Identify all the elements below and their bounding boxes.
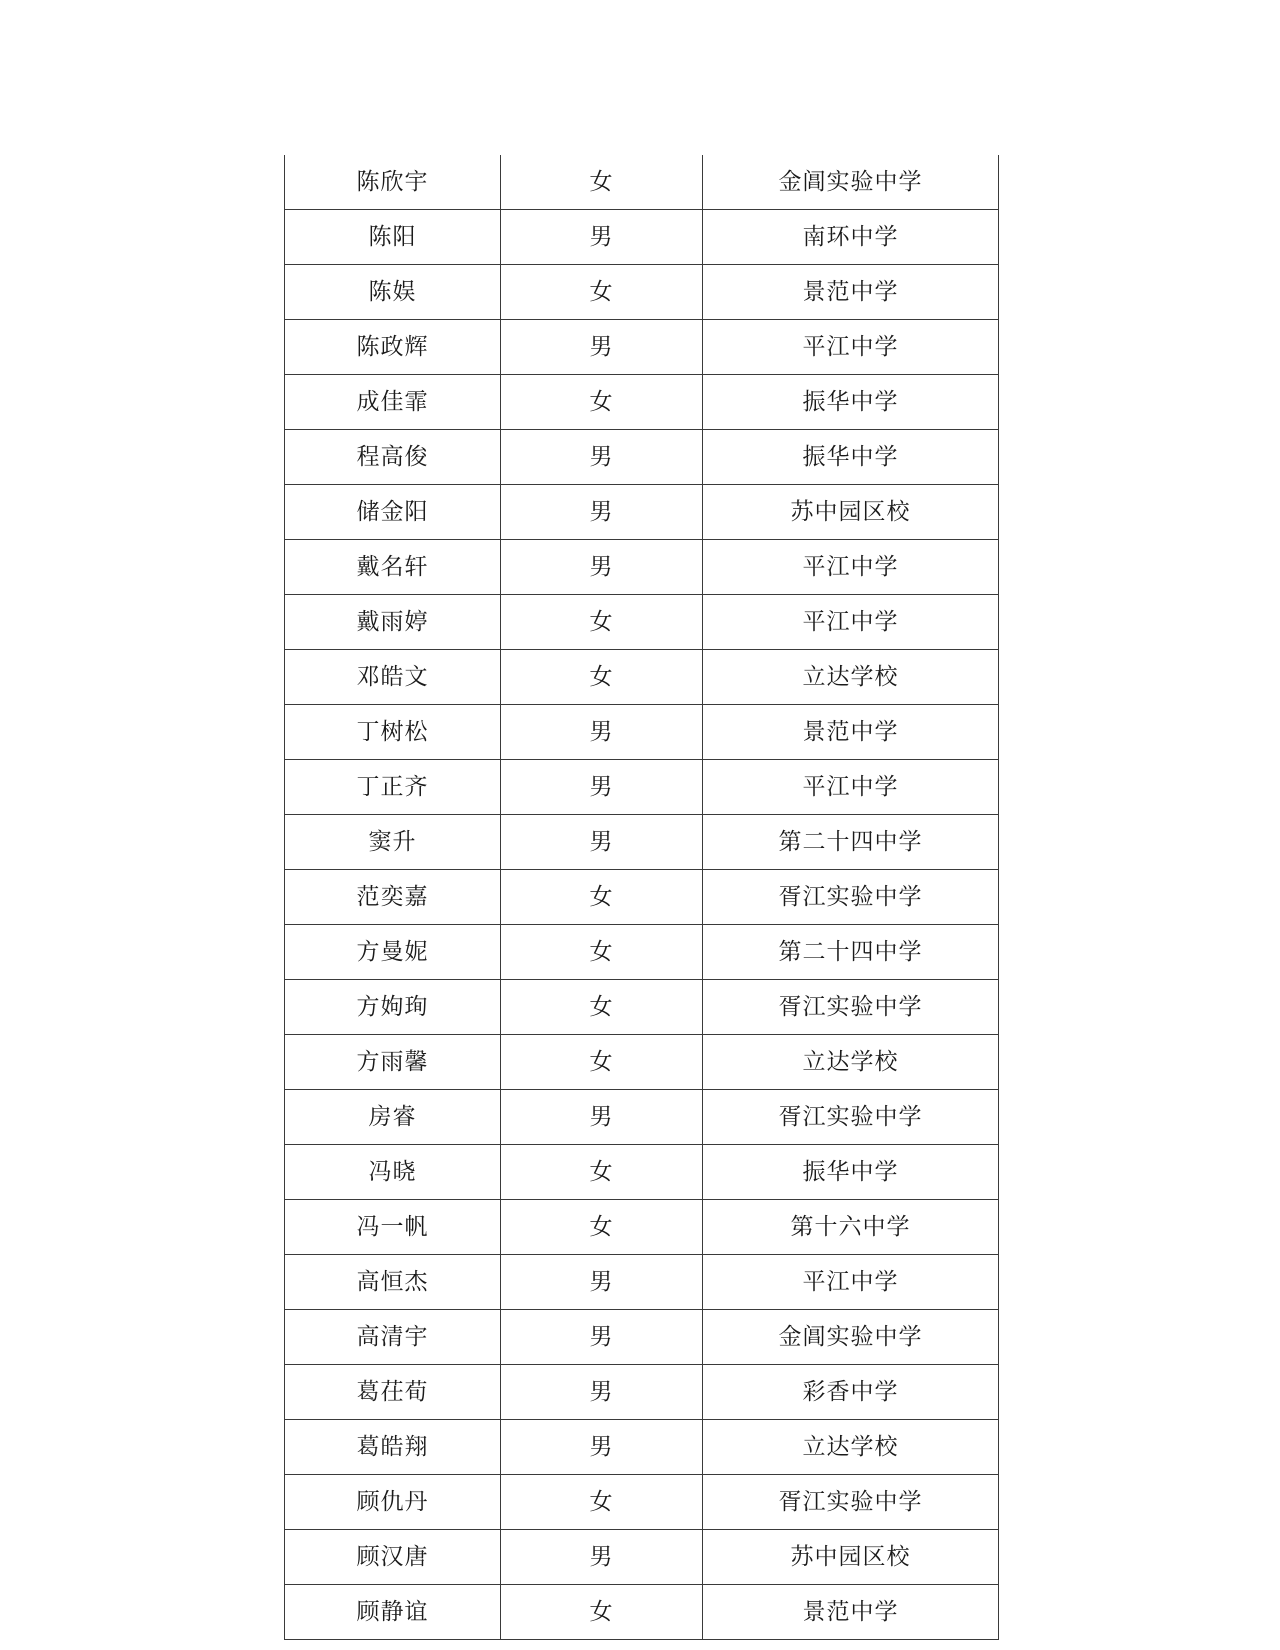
- school-cell: 平江中学: [703, 760, 999, 815]
- name-cell: 房睿: [285, 1090, 501, 1145]
- table-row: [285, 320, 999, 375]
- gender-cell: 女: [501, 1035, 703, 1090]
- name-cell: 高清宇: [285, 1310, 501, 1365]
- name-cell: 高恒杰: [285, 1255, 501, 1310]
- name-cell: 范奕嘉: [285, 870, 501, 925]
- gender-cell: 女: [501, 1200, 703, 1255]
- school-cell: 景范中学: [703, 265, 999, 320]
- gender-cell: 女: [501, 1585, 703, 1640]
- table-row: [285, 1090, 999, 1145]
- gender-cell: 男: [501, 705, 703, 760]
- name-cell: 储金阳: [285, 485, 501, 540]
- school-cell: 景范中学: [703, 1585, 999, 1640]
- gender-cell: 男: [501, 1530, 703, 1585]
- school-cell: 立达学校: [703, 650, 999, 705]
- name-cell: 戴名轩: [285, 540, 501, 595]
- name-cell: 顾仇丹: [285, 1475, 501, 1530]
- gender-cell: 男: [501, 430, 703, 485]
- table-row: [285, 375, 999, 430]
- table-row: [285, 1420, 999, 1475]
- school-cell: 胥江实验中学: [703, 1090, 999, 1145]
- gender-cell: 女: [501, 595, 703, 650]
- table-row: [285, 485, 999, 540]
- school-cell: 苏中园区校: [703, 485, 999, 540]
- gender-cell: 男: [501, 815, 703, 870]
- name-cell: 程高俊: [285, 430, 501, 485]
- gender-cell: 男: [501, 1255, 703, 1310]
- name-cell: 戴雨婷: [285, 595, 501, 650]
- table-row: [285, 760, 999, 815]
- table-row: [285, 1365, 999, 1420]
- name-cell: 邓皓文: [285, 650, 501, 705]
- school-cell: 彩香中学: [703, 1365, 999, 1420]
- gender-cell: 男: [501, 485, 703, 540]
- school-cell: 胥江实验中学: [703, 1475, 999, 1530]
- table-row: [285, 265, 999, 320]
- gender-cell: 女: [501, 375, 703, 430]
- table-row: [285, 540, 999, 595]
- gender-cell: 男: [501, 1090, 703, 1145]
- school-cell: 南环中学: [703, 210, 999, 265]
- name-cell: 方姁珣: [285, 980, 501, 1035]
- name-cell: 冯一帆: [285, 1200, 501, 1255]
- school-cell: 第十六中学: [703, 1200, 999, 1255]
- table-row: [285, 1255, 999, 1310]
- table-row: [285, 705, 999, 760]
- school-cell: 胥江实验中学: [703, 980, 999, 1035]
- table-row: [285, 650, 999, 705]
- school-cell: 胥江实验中学: [703, 870, 999, 925]
- name-cell: 陈政辉: [285, 320, 501, 375]
- gender-cell: 女: [501, 265, 703, 320]
- table-row: [285, 430, 999, 485]
- school-cell: 平江中学: [703, 540, 999, 595]
- gender-cell: 女: [501, 980, 703, 1035]
- school-cell: 平江中学: [703, 320, 999, 375]
- school-cell: 平江中学: [703, 1255, 999, 1310]
- name-cell: 成佳霏: [285, 375, 501, 430]
- school-cell: 振华中学: [703, 375, 999, 430]
- table-row: [285, 595, 999, 650]
- gender-cell: 男: [501, 1420, 703, 1475]
- gender-cell: 女: [501, 1475, 703, 1530]
- gender-cell: 女: [501, 870, 703, 925]
- name-cell: 方雨馨: [285, 1035, 501, 1090]
- student-roster-table: [284, 155, 999, 1640]
- table-row: [285, 1035, 999, 1090]
- table-row: [285, 155, 999, 210]
- name-cell: 葛皓翔: [285, 1420, 501, 1475]
- school-cell: 振华中学: [703, 430, 999, 485]
- gender-cell: 男: [501, 1365, 703, 1420]
- name-cell: 陈阳: [285, 210, 501, 265]
- gender-cell: 女: [501, 1145, 703, 1200]
- school-cell: 景范中学: [703, 705, 999, 760]
- name-cell: 顾汉唐: [285, 1530, 501, 1585]
- gender-cell: 男: [501, 320, 703, 375]
- gender-cell: 女: [501, 925, 703, 980]
- gender-cell: 男: [501, 1310, 703, 1365]
- name-cell: 方曼妮: [285, 925, 501, 980]
- table-row: [285, 925, 999, 980]
- gender-cell: 女: [501, 650, 703, 705]
- name-cell: 葛茌荀: [285, 1365, 501, 1420]
- name-cell: 陈欣宇: [285, 155, 501, 210]
- table-row: [285, 1475, 999, 1530]
- school-cell: 金阊实验中学: [703, 155, 999, 210]
- table-row: [285, 1200, 999, 1255]
- gender-cell: 男: [501, 760, 703, 815]
- table-row: [285, 210, 999, 265]
- school-cell: 平江中学: [703, 595, 999, 650]
- name-cell: 丁正齐: [285, 760, 501, 815]
- gender-cell: 男: [501, 210, 703, 265]
- school-cell: 金阊实验中学: [703, 1310, 999, 1365]
- school-cell: 第二十四中学: [703, 815, 999, 870]
- gender-cell: 女: [501, 155, 703, 210]
- school-cell: 振华中学: [703, 1145, 999, 1200]
- table-row: [285, 815, 999, 870]
- gender-cell: 男: [501, 540, 703, 595]
- name-cell: 顾静谊: [285, 1585, 501, 1640]
- school-cell: 第二十四中学: [703, 925, 999, 980]
- name-cell: 丁树松: [285, 705, 501, 760]
- roster-body: [285, 155, 999, 1640]
- table-row: [285, 1145, 999, 1200]
- name-cell: 陈娱: [285, 265, 501, 320]
- table-row: [285, 1310, 999, 1365]
- table-row: [285, 980, 999, 1035]
- table-row: [285, 1530, 999, 1585]
- table-row: [285, 1585, 999, 1640]
- name-cell: 冯晓: [285, 1145, 501, 1200]
- table-row: [285, 870, 999, 925]
- school-cell: 立达学校: [703, 1035, 999, 1090]
- school-cell: 苏中园区校: [703, 1530, 999, 1585]
- name-cell: 窦升: [285, 815, 501, 870]
- school-cell: 立达学校: [703, 1420, 999, 1475]
